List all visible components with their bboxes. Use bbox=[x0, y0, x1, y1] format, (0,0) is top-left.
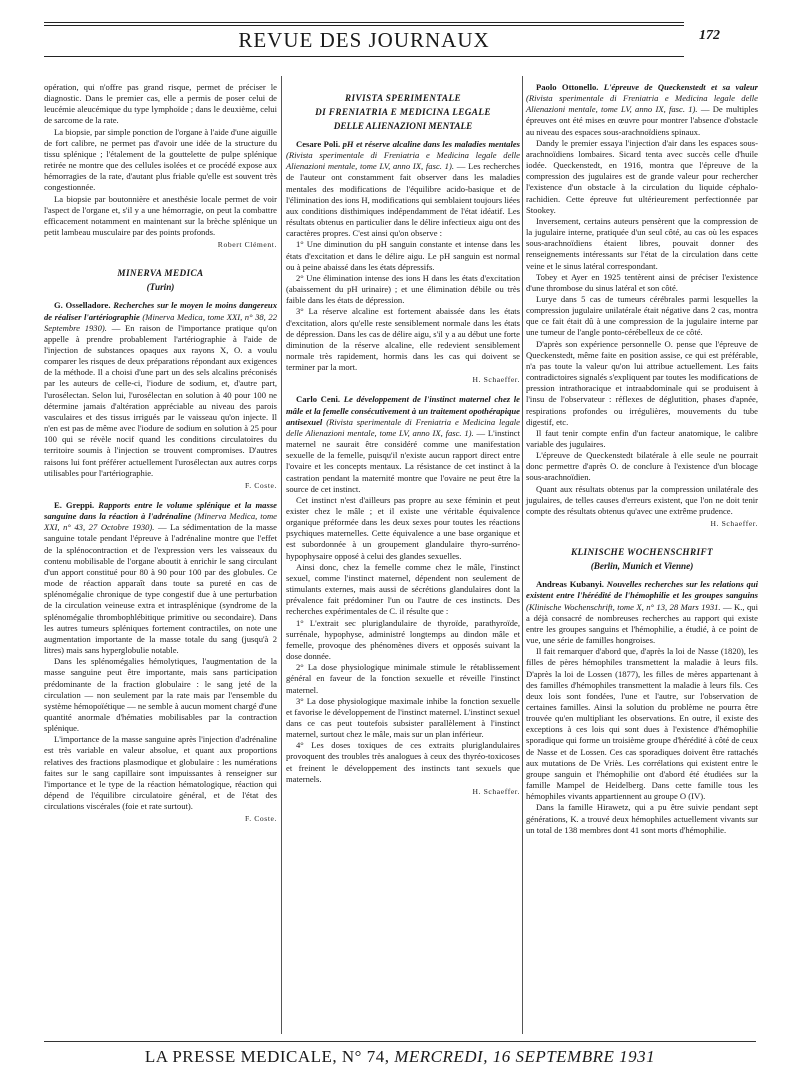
signature: F. Coste. bbox=[244, 814, 277, 824]
article-source: (Minerva Medica, tome XXI, n° 38, 22 Septembre 1930). bbox=[44, 311, 277, 333]
section-title-line-2: DI FRENIATRIA E MEDICINA LEGALE bbox=[315, 107, 491, 117]
paragraph: L'importance de la masse sanguine après l'injection d'adrénaline est très variable en valeur absolue, et quant aux proportions relatives des fractions plasmodique et globulaire : les numérations faites sur le sang capillaire sont impuissantes à renseigner sur l'importance et le type de la réaction hématologique, réaction qui dépend de l'équilibre circulatoire général, et de l'état des circulations viscérales (foie et rate surtout). bbox=[44, 734, 277, 812]
section-city: (Berlin, Munich et Vienne) bbox=[590, 561, 694, 572]
article-kubanyi bbox=[526, 579, 758, 646]
article-title: Le développement de l'instinct maternel chez le mâle et la femelle consécutivement à un traitement opothérapique antisexuel bbox=[286, 394, 520, 427]
article-osselladore bbox=[44, 300, 277, 479]
list-item: 1° L'extrait sec pluriglandulaire de thyroïde, parathyroïde, surrénale, hypophyse, administré longtemps au dindon mâle et femelle, provoque des phénomènes divers et opposés suivant la dose donnée. bbox=[286, 617, 520, 662]
article-text: — Les recherches de l'auteur ont constamment fait observer dans les maladies mentales des modifications de l'équilibre acido-basique et de l'élimination des ions H, modifications qui semblaient toujours liées aux conditions disthimiques indépendamment de l'état idéatif. Les résultats obtenus en particulier dans le délire infectieux aigu ont des caractères propres. C'est ainsi qu'on observe : bbox=[286, 161, 520, 239]
article-source: (Rivista sperimentale di Freniatria e Medicina legale delle Alienazioni mentale, tome LV, anno IX, fasc. 1). bbox=[286, 150, 520, 172]
article-author: Andreas Kubanyi. bbox=[536, 579, 604, 590]
article-title: pH et réserve alcaline dans les maladies mentales bbox=[342, 139, 520, 149]
paragraph: Tobey et Ayer en 1925 tentèrent ainsi de préciser l'existence d'une thrombose du sinus latéral et son côté. bbox=[526, 271, 758, 293]
section-title-line-1: RIVISTA SPERIMENTALE bbox=[345, 93, 461, 103]
article-poli bbox=[286, 139, 520, 239]
paragraph: Dans les splénomégalies hémolytiques, l'augmentation de la masse sanguine peut être importante, mais sans participation prédominante de la fraction globulaire : le sang jeté de la circulation — non seulement par la rate mais par l'ensemble du système hémopoïétique — ne semble à aucun moment chargé d'une quantité anormale d'hématies mobilisables par la contraction splénique. bbox=[44, 656, 277, 734]
footer-date: MERCREDI, 16 SEPTEMBRE 1931 bbox=[394, 1047, 656, 1066]
paragraph: Lurye dans 5 cas de tumeurs cérébrales parmi lesquelles la compression jugulaire unilatérale était négative dans 2 cas, montra que ce fait était dû à une compression de la jugulaire interne par une tumeur de l'angle ponto-cérébelleux de ce côté. bbox=[526, 293, 758, 338]
list-item: 3° La dose physiologique maximale inhibe la fonction sexuelle et favorise le développement de l'instinct maternel. L'instinct sexuel dans ce cas peut toutefois subsister parallèlement à l'instinct maternel, surtout chez le mâle, mais sur un plan inférieur. bbox=[286, 695, 520, 740]
list-item: 3° La réserve alcaline est fortement abaissée dans les états d'excitation, alors qu'elle reste sensiblement normale dans les états de dépression. Dans les cas de délire aigu, s'il y a au début une forte diminution de la réserve alcaline, elle redevient sensiblement normale très rapidement, hormis dans les cas qui doivent se terminer par la mort. bbox=[286, 306, 520, 373]
column-3 bbox=[526, 82, 758, 836]
article-source: (Rivista sperimentale di Freniatria e Medicina legale delle Alienazioni mentale, tome LV, anno IX, fasc. 1). bbox=[286, 416, 521, 438]
paragraph: opération, qui n'offre pas grand risque, permet de préciser le diagnostic. Dans le premier cas, elle a permis de poser celui de leucémie aleucémique du type lymphoïde ; dans le deuxième, celui de sarcome de la rate. bbox=[44, 82, 277, 126]
header-rule-bottom bbox=[44, 56, 684, 57]
article-author: G. Osselladore. bbox=[54, 300, 111, 311]
paragraph: Dandy le premier essaya l'injection d'air dans les espaces sous-arachnoïdiens lombaires. Sicard tenta avec succès celle d'huile iodée. Queckenstedt, en 1916, montra que l'épreuve de la compression des jugulaires est de grande valeur pour rechercher l'existence d'un obstacle à la circulation du liquide céphalo-rachidien. Cette épreuve fut ultérieurement perfectionnée par Stookey. bbox=[526, 137, 758, 215]
paragraph: La biopsie, par simple ponction de l'organe à l'aide d'une aiguille de fort calibre, ne permet pas d'avoir une idée de la structure du tissu splénique ; l'étalement de la gouttelette de pulpe splénique retirée ne montre que des cellules isolées et ce procédé expose aux hémorragies de la rate, d'autant plus friable qu'elle est souvent très congestionnée. bbox=[44, 126, 277, 193]
article-text: — L'instinct maternel ne saurait être considéré comme une manifestation sexuelle de la femelle, puisqu'il n'existe aucun rapport direct entre l'ovaire et les concepts mentaux. La résistance de cet instinct à la castration pendant la maternité montre que l'ovaire ne peut être la source de cet instinct. bbox=[286, 427, 520, 494]
signature: H. Schaeffer. bbox=[472, 786, 520, 796]
article-author: E. Greppi. bbox=[54, 500, 95, 510]
column-divider-2 bbox=[522, 76, 523, 1034]
section-title: MINERVA MEDICA bbox=[117, 268, 204, 279]
list-item: 4° Les doses toxiques de ces extraits pluriglandulaires provoquent des troubles très analogues à ceux des thyréo-toxicoses et freinent le développement des instincts tant sexuels que maternels. bbox=[286, 740, 520, 784]
paragraph: Inversement, certains auteurs pensèrent que la compression de la jugulaire interne, pratiquée d'un seul côté, au cas où les espaces sous-arachnoïdiens étaient libres, pouvait donner des renseignements intéressants sur l'état de la circulation dans cette veine et le sinus latéral correspondant. bbox=[526, 215, 758, 271]
paragraph: Dans la famille Hirawetz, qui a pu être suivie pendant sept générations, K. a trouvé deux hémophiles actuellement vivants sur un total de 138 membres dont 41 sont morts d'hémophilie. bbox=[526, 802, 758, 835]
paragraph: Il faut tenir compte enfin d'un facteur anatomique, le calibre variable des jugulaires. bbox=[526, 427, 758, 449]
paragraph: Cet instinct n'est d'ailleurs pas propre au sexe féminin et peut exister chez le mâle ; et il existe une véritable équivalence organique préformée dans les deux sexes pour toutes les réactions psychiques maternelles. Cette équivalence a une base organique et est subordonnée à un groupement glandulaire thyro-surréno-hypophysaire opposé à celui des glandes sexuelles. bbox=[286, 494, 520, 561]
article-ceni bbox=[286, 394, 520, 494]
article-source: (Rivista sperimentale di Freniatria e Medicina legale delle Alienazioni mentale, tome LV, anno IX, fasc. 1). bbox=[526, 93, 758, 115]
article-text: — K., qui a déjà consacré de nombreuses recherches au rapport qui existe entre les groupes sanguins et l'hémophilie, a étudié, à ce point de vue, une série de familles hongroises. bbox=[526, 601, 758, 646]
paragraph: D'après son expérience personnelle O. pense que l'épreuve de Queckenstedt, même faite en position assise, ce qui est préférable, n'a pas toute la valeur qu'on lui attribue actuellement. Les faits contradictoires signalés s'expliquent par toutes les modifications de pression intrathoracique et intraabdominale qui se produisent à l'insu de l'observateur : réflexes de déglutition, phases d'apnée, respirations profondes ou irrégulières, mouvements du tube digestif, etc. bbox=[526, 338, 758, 427]
section-title-line-3: DELLE ALIENAZIONI MENTALE bbox=[333, 121, 473, 131]
header-rule-top-2 bbox=[44, 25, 684, 26]
signature: H. Schaeffer. bbox=[710, 519, 758, 529]
article-text: — En raison de l'importance pratique qu'on appelle à prendre probablement l'artériographie à l'aide de l'injection de substances opaques aux rayons X, O. a voulu comparer les risques de deux préparations répondant aux exigences de la méthode. Il a choisi d'une part un des sels alcalins préconisés par les auteurs de celle-ci, l'iodure de sodium, et, d'autre part, l'urosélectan. Selon lui, l'urosélectan en solution à 40 pour 100 ne détermine jamais d'altération appréciable au niveau des parois vasculaires et des tissus irrigués par le vaisseau qu'on injecte. Il n'en est pas de même avec l'iodure de sodium en solution à 25 pour 100 qui se révèle nocif quand les conditions circulatoires du territoire soumis à l'injection se trouvent compromises. D'autres raisons lui font préférer actuellement l'urosélectan aux autres corps utilisables pour l'artériographie. bbox=[44, 322, 277, 478]
article-title: Recherches sur le moyen le moins dangereux de réaliser l'artériographie bbox=[44, 300, 277, 322]
article-title: Rapports entre le volume splénique et la masse sanguine dans la réaction à l'adrénaline bbox=[44, 500, 277, 522]
section-city: (Turin) bbox=[146, 282, 175, 293]
header-rule-top bbox=[44, 22, 684, 23]
signature: F. Coste. bbox=[244, 480, 277, 490]
footer-publication: LA PRESSE MEDICALE, N° 74, bbox=[144, 1047, 390, 1066]
article-author: Carlo Ceni. bbox=[296, 394, 341, 405]
article-text: — La sédimentation de la masse sanguine totale pendant l'épreuve à l'adrénaline montre que l'effet de la splénocontraction et de l'expression vers les vaisseaux du contenu mobilisable de l'organe aboutit à enrichir le sang circulant d'un apport constitué pour 80 à 90 pour 100 par des globules. Ce mode de réaction apparaît dans toute sa pureté en cas de splénomégalie chronique de type congestif due à une perturbation de la circulation veineuse extra et intrasplénique (syndrome de la splénomégalie thrombophlébitique primitive ou secondaire). Dans les autres tumeurs spléniques fortement contractiles, on note une augmentation importante de la masse totale du sang (jusqu'à 2 litres) mais sans hyperglobulie notable. bbox=[44, 522, 277, 656]
article-ottonello bbox=[526, 82, 758, 138]
article-title: Nouvelles recherches sur les relations qui existent entre l'hérédité de l'hémophilie et les groupes sanguins bbox=[526, 579, 759, 601]
column-1 bbox=[44, 82, 277, 825]
page-number: 172 bbox=[699, 28, 720, 43]
paragraph: Ainsi donc, chez la femelle comme chez le mâle, l'instinct sexuel, comme l'instinct maternel, dépendent non seulement de stimulants externes, mais aussi de sécrétions glandulaires dont la prévalence fait prédominer l'un ou l'autre de ces instincts. Des recherches expérimentales de C. il résulte que : bbox=[286, 561, 520, 617]
paragraph: L'épreuve de Queckenstedt bilatérale à elle seule ne pourrait donc permettre d'après O. de conclure à l'existence d'un blocage sous-arachnoïdien. bbox=[526, 450, 758, 483]
article-greppi bbox=[44, 500, 277, 656]
paragraph: Quant aux résultats obtenus par la compression unilatérale des jugulaires, de telles causes d'erreurs existent, que l'on ne doit tenir compte des résultats obtenus qu'avec une extrême prudence. bbox=[526, 483, 758, 516]
page-header bbox=[44, 22, 756, 58]
list-item: 2° La dose physiologique minimale stimule le rétablissement général en faveur de la fonction sexuelle et réveille l'instinct maternel. bbox=[286, 662, 520, 695]
paragraph: La biopsie par boutonnière et anesthésie locale permet de voir l'aspect de l'organe et, s'il y a une hémorragie, on peut la combattre efficacement notamment en maintenant sur la brèche splénique un petit lambeau musculaire par des points profonds. bbox=[44, 193, 277, 238]
signature: Robert Clément. bbox=[217, 240, 277, 250]
article-title: L'épreuve de Queckenstedt et sa valeur bbox=[603, 82, 758, 92]
list-item: 2° Une élimination intense des ions H dans les états d'excitation (abaissement du pH urinaire) ; et une élimination débile ou très faible dans les états de dépression. bbox=[286, 272, 520, 306]
article-text: — De multiples épreuves ont été mises en œuvre pour montrer l'absence d'obstacle au niveau des espaces sous-arachnoïdiens spinaux. bbox=[526, 104, 758, 137]
footer-rule bbox=[44, 1041, 756, 1042]
article-source: (Minerva Medica, tome XXI, n° 43, 27 Octobre 1930). bbox=[44, 511, 277, 533]
signature: H. Schaeffer. bbox=[472, 375, 520, 385]
article-author: Paolo Ottonello. bbox=[536, 82, 599, 92]
list-item: 1° Une diminution du pH sanguin constante et intense dans les états d'excitation et dans le délire aigu. Le pH sanguin est normal ou à peine abaissé dans les états dépressifs. bbox=[286, 239, 520, 272]
column-divider-1 bbox=[281, 76, 282, 1034]
paragraph: Il fait remarquer d'abord que, d'après la loi de Nasse (1820), les filles de pères hémophiles transmettent la maladie à leurs fils. D'après la loi de Lossen (1877), les filles de mères appartenant à des familles d'hémophiles transmettent la maladie à leurs fils. Ces deux lois sont fondées, l'une et l'autre, sur l'observation de certaines familles. Ainsi la solution du problème ne pourra être trouvée qu'en multipliant les observations. En outre, il existe des exceptions à ces lois qui sont dues à l'existence d'hémophilie sporadique qui forme un troisième groupe d'hérédité à côté de ceux de Nasse et de Lossen. Ces cas sporadiques doivent être rattachés aux mutations de De Vriès. Les corrélations qui existent entre le groupe sanguin et l'hémophilie ont d'abord été étudiées sur la famille Mampel de Heidelberg. Dans cette famille tous les hémophiles vivants appartiennent au groupe O (IV). bbox=[526, 646, 758, 802]
section-title: KLINISCHE WOCHENSCHRIFT bbox=[570, 547, 714, 558]
page-footer bbox=[44, 1047, 756, 1067]
column-2 bbox=[286, 82, 520, 797]
article-source: (Klinische Wochenschrift, tome X, n° 13, 28 Mars 1931. bbox=[526, 601, 721, 612]
article-author: Cesare Poli. bbox=[296, 139, 341, 149]
journal-title: REVUE DES JOURNAUX bbox=[238, 28, 490, 52]
